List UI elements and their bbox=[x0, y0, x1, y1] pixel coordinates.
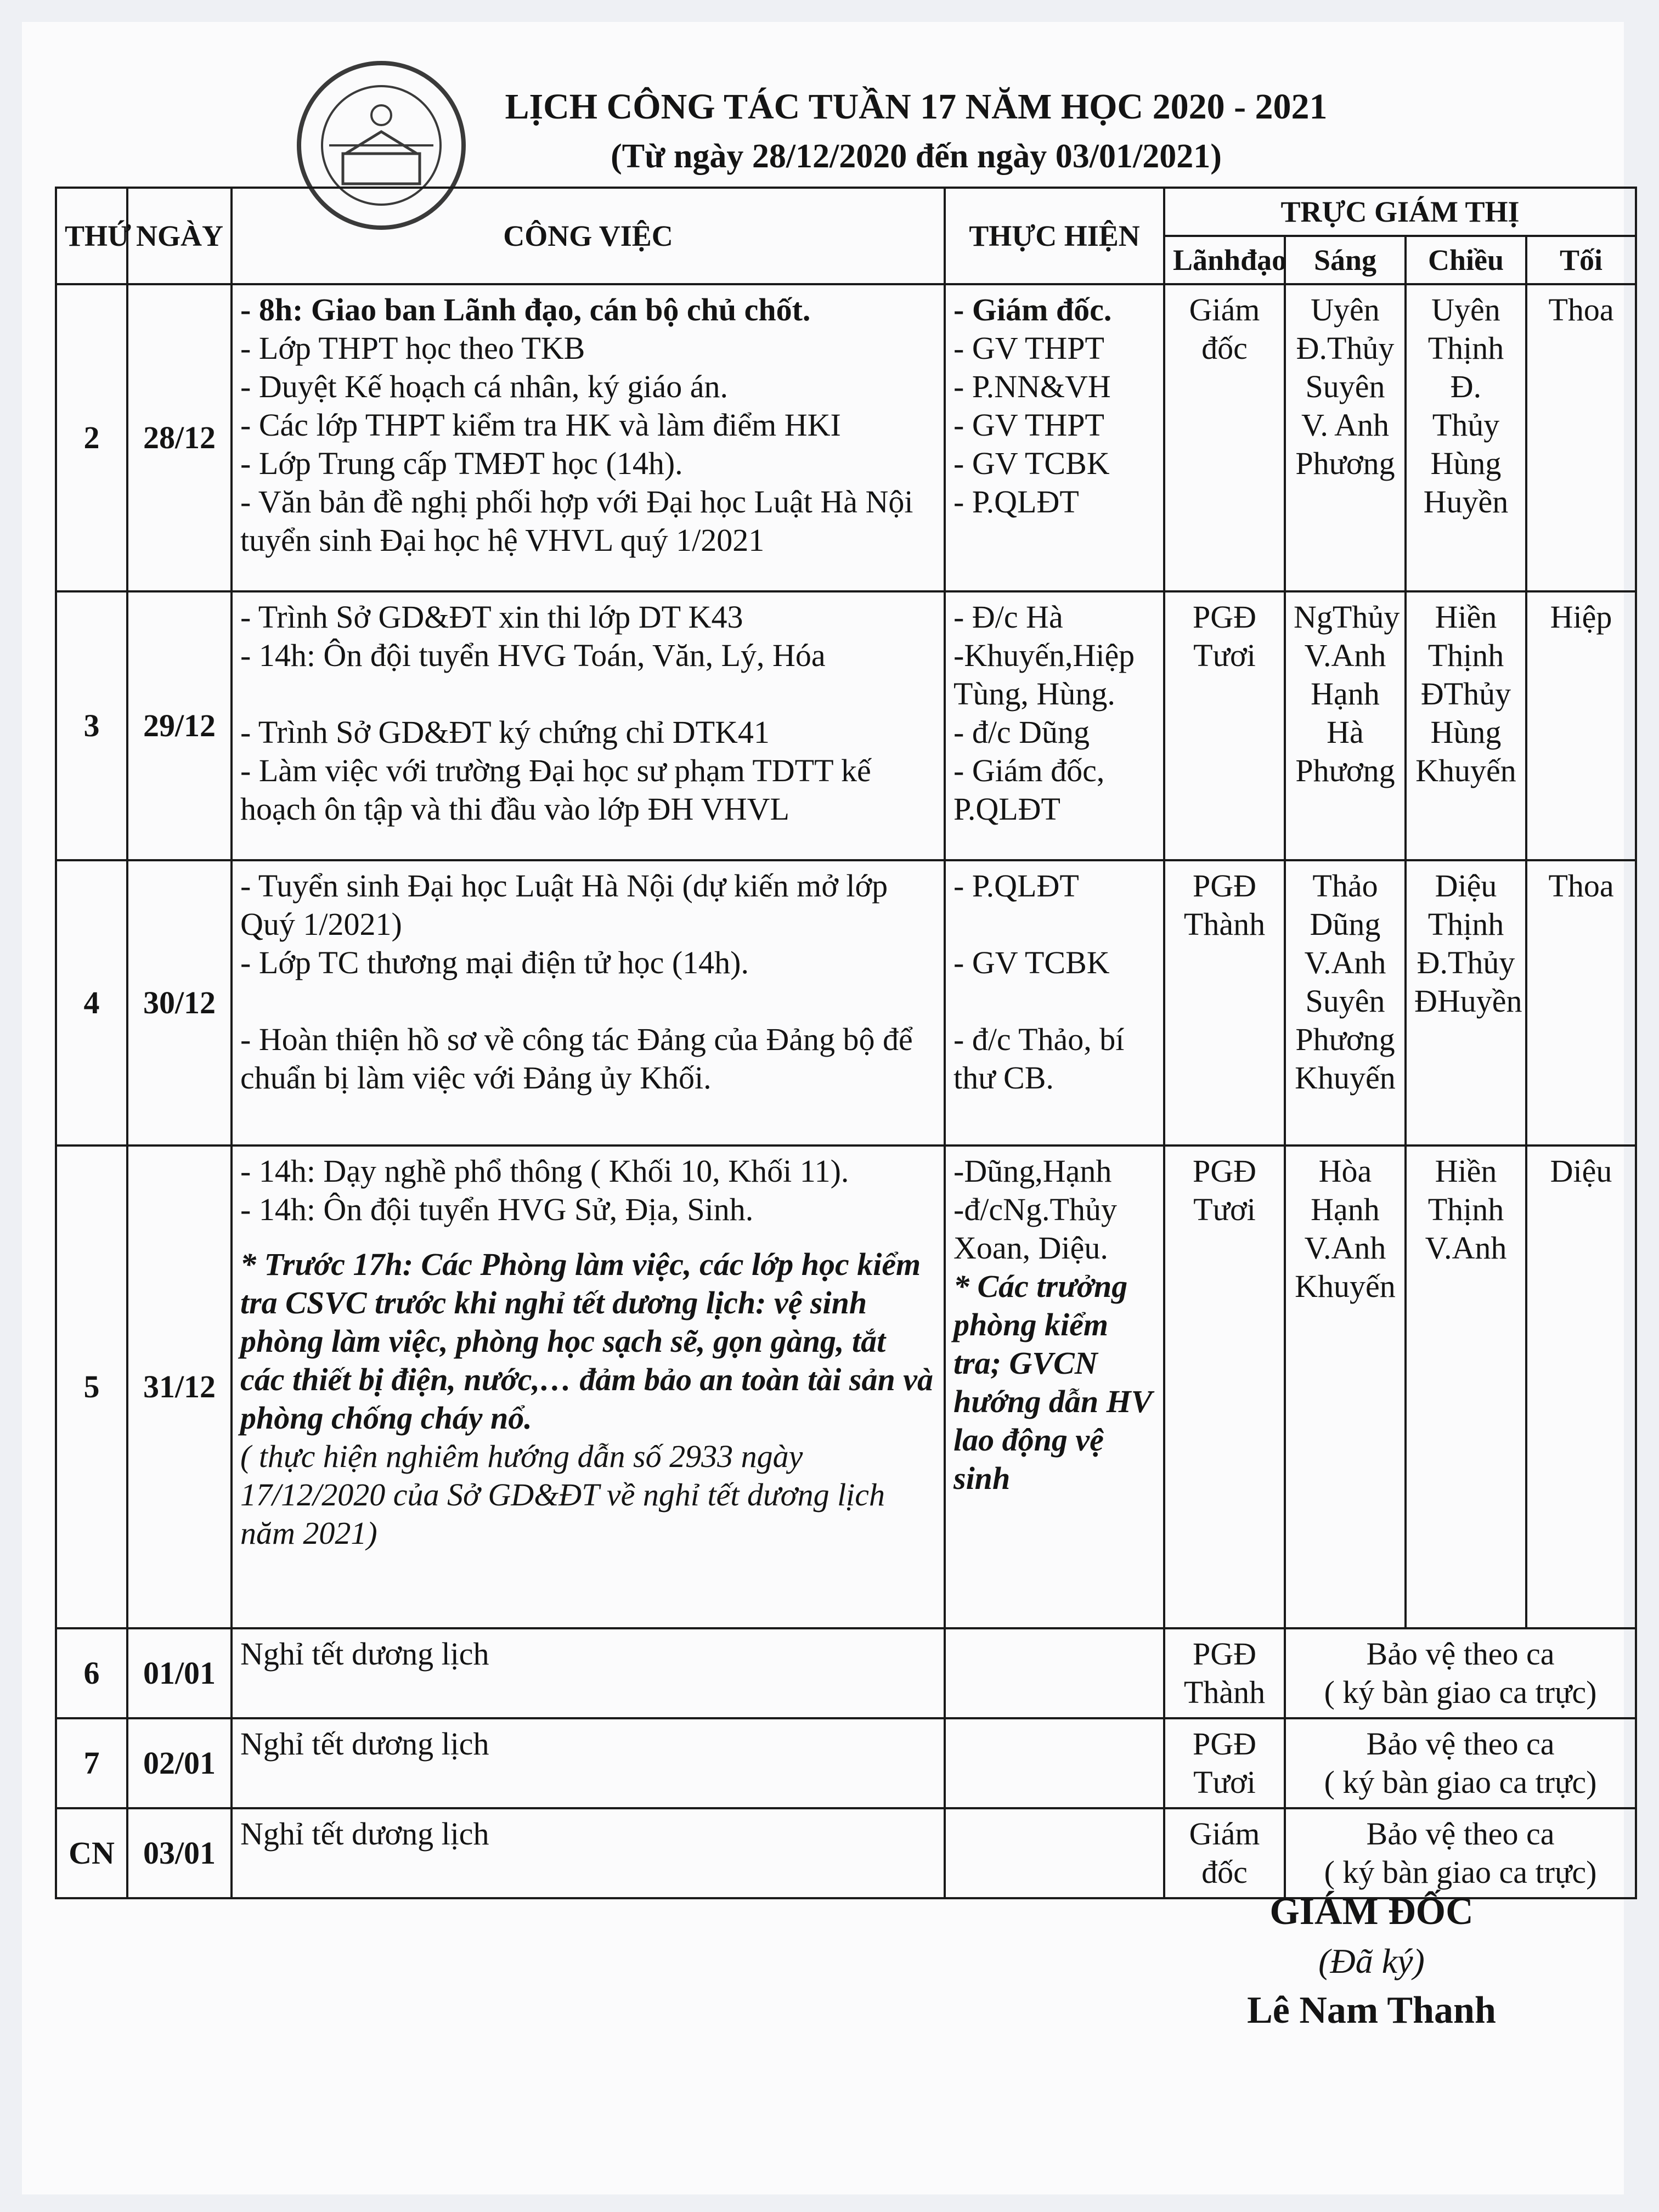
name: Hà bbox=[1327, 714, 1364, 750]
name: PGĐ bbox=[1192, 599, 1257, 635]
afternoon-cell bbox=[1406, 860, 1526, 1146]
name: Tươi bbox=[1193, 1192, 1256, 1227]
name: ĐHuyền bbox=[1414, 983, 1522, 1019]
performers-cell bbox=[945, 860, 1164, 1146]
afternoon-cell bbox=[1406, 591, 1526, 860]
name: Phương bbox=[1295, 753, 1395, 788]
table-row bbox=[56, 1808, 1636, 1898]
performer-item: -Khuyến,Hiệp Tùng, Hùng. bbox=[953, 637, 1135, 712]
task-item: - Hoàn thiện hồ sơ về công tác Đảng của Đảng bộ để chuẩn bị làm việc với Đảng ủy Khối. bbox=[240, 1022, 913, 1096]
evening-cell bbox=[1526, 860, 1636, 1146]
task-item: - Các lớp THPT kiểm tra HK và làm điểm HKI bbox=[240, 407, 841, 443]
name: Huyền bbox=[1423, 484, 1509, 520]
signature-name: Lê Nam Thanh bbox=[1247, 1989, 1496, 2032]
task-item: - Lớp Trung cấp TMĐT học (14h). bbox=[240, 445, 683, 481]
performer-item: - Giám đốc. bbox=[953, 292, 1112, 328]
performers-cell bbox=[945, 1146, 1164, 1628]
name: Khuyến bbox=[1415, 753, 1516, 788]
name: Uyên bbox=[1311, 292, 1380, 328]
guard-note-cell bbox=[1285, 1808, 1636, 1898]
task-item: - Duyệt Kế hoạch cá nhân, ký giáo án. bbox=[240, 369, 729, 404]
performer-spacer bbox=[953, 905, 1155, 944]
name: Hạnh bbox=[1311, 676, 1380, 712]
col-cong-viec: CÔNG VIỆC bbox=[232, 188, 945, 284]
performer-spacer bbox=[953, 982, 1155, 1020]
tasks-cell bbox=[232, 591, 945, 860]
day-cell: 3 bbox=[56, 591, 127, 860]
name: Giám bbox=[1189, 1816, 1260, 1852]
table-row bbox=[56, 1628, 1636, 1718]
date-cell: 28/12 bbox=[127, 284, 232, 591]
performer-item: - P.NN&VH bbox=[953, 369, 1111, 404]
performer-item: - GV TCBK bbox=[953, 945, 1110, 980]
morning-cell bbox=[1285, 591, 1406, 860]
name: Diệu bbox=[1550, 1153, 1612, 1189]
morning-cell bbox=[1285, 860, 1406, 1146]
tasks-cell: Nghỉ tết dương lịch bbox=[232, 1718, 945, 1808]
table-row bbox=[56, 860, 1636, 1146]
leader-cell bbox=[1164, 860, 1285, 1146]
guard-note: ( ký bàn giao ca trực) bbox=[1324, 1764, 1597, 1800]
name: Thảo bbox=[1312, 868, 1378, 904]
task-spacer bbox=[240, 675, 936, 713]
day-cell: CN bbox=[56, 1808, 127, 1898]
performer-item: -Dũng,Hạnh bbox=[953, 1153, 1112, 1189]
name: Thịnh bbox=[1427, 1192, 1504, 1227]
day-cell: 7 bbox=[56, 1718, 127, 1808]
name: Hòa bbox=[1318, 1153, 1372, 1189]
name: Diệu bbox=[1435, 868, 1497, 904]
guard-note: Bảo vệ theo ca bbox=[1366, 1726, 1555, 1762]
guard-note: Bảo vệ theo ca bbox=[1366, 1816, 1555, 1852]
page-title: LỊCH CÔNG TÁC TUẦN 17 NĂM HỌC 2020 - 2021 bbox=[505, 87, 1328, 127]
table-row bbox=[56, 1146, 1636, 1628]
afternoon-cell bbox=[1406, 284, 1526, 591]
header-row bbox=[56, 188, 1636, 236]
performer-item: - Đ/c Hà bbox=[953, 599, 1063, 635]
name: Tươi bbox=[1193, 1764, 1256, 1800]
document-sheet bbox=[22, 22, 1624, 2194]
performer-item: - GV THPT bbox=[953, 330, 1104, 366]
guard-note: Bảo vệ theo ca bbox=[1366, 1636, 1555, 1672]
performer-item: - đ/c Dũng bbox=[953, 714, 1090, 750]
tasks-cell bbox=[232, 860, 945, 1146]
tasks-cell bbox=[232, 284, 945, 591]
name: Đ. Thủy bbox=[1432, 369, 1500, 443]
date-cell: 30/12 bbox=[127, 860, 232, 1146]
performers-cell bbox=[945, 284, 1164, 591]
name: Suyên bbox=[1305, 369, 1385, 404]
performer-item: - GV TCBK bbox=[953, 445, 1110, 481]
task-item: - Văn bản đề nghị phối hợp với Đại học Luật Hà Nội tuyển sinh Đại học hệ VHVL quý 1/2021 bbox=[240, 484, 913, 558]
col-lanh-dao: Lãnhđạo bbox=[1164, 236, 1285, 284]
date-cell: 31/12 bbox=[127, 1146, 232, 1628]
task-item: - Trình Sở GD&ĐT xin thi lớp DT K43 bbox=[240, 599, 743, 635]
name: PGĐ bbox=[1192, 1153, 1257, 1189]
name: Phương bbox=[1295, 445, 1395, 481]
date-cell: 01/01 bbox=[127, 1628, 232, 1718]
performers-cell bbox=[945, 1808, 1164, 1898]
name: Đ.Thủy bbox=[1296, 330, 1395, 366]
name: ĐThủy bbox=[1420, 676, 1511, 712]
guard-note-cell bbox=[1285, 1628, 1636, 1718]
name: Hùng bbox=[1430, 714, 1502, 750]
afternoon-cell bbox=[1406, 1146, 1526, 1628]
task-note: * Trước 17h: Các Phòng làm việc, các lớp học kiểm tra CSVC trước khi nghỉ tết dương lịch: vệ sinh phòng làm việc, phòng học sạch sẽ, gọn gàng, tắt các thiết bị điện, nước,… đảm bảo an toàn tài sản và phòng chống cháy nổ. bbox=[240, 1246, 933, 1436]
task-item: - 14h: Dạy nghề phổ thông ( Khối 10, Khối 11). bbox=[240, 1153, 849, 1189]
guard-note: ( ký bàn giao ca trực) bbox=[1324, 1854, 1597, 1890]
name: NgThủy bbox=[1294, 599, 1400, 635]
name: Hiền bbox=[1435, 599, 1497, 635]
task-item: - Lớp THPT học theo TKB bbox=[240, 330, 585, 366]
task-item: - 14h: Ôn đội tuyển HVG Toán, Văn, Lý, Hóa bbox=[240, 637, 826, 673]
name: Thịnh bbox=[1427, 330, 1504, 366]
performer-item: -đ/cNg.Thủy Xoan, Diệu. bbox=[953, 1192, 1117, 1266]
day-cell: 4 bbox=[56, 860, 127, 1146]
task-item: - Làm việc với trường Đại học sư phạm TDTT kế hoạch ôn tập và thi đầu vào lớp ĐH VHVL bbox=[240, 753, 871, 827]
day-cell: 2 bbox=[56, 284, 127, 591]
performers-cell bbox=[945, 591, 1164, 860]
schedule-table bbox=[55, 187, 1637, 1899]
performer-note: * Các trưởng phòng kiểm tra; GVCN hướng dẫn HV lao động vệ sinh bbox=[953, 1268, 1152, 1496]
task-item: - Lớp TC thương mại điện tử học (14h). bbox=[240, 945, 749, 980]
name: Suyên bbox=[1305, 983, 1385, 1019]
name: Uyên bbox=[1431, 292, 1500, 328]
name: V. Anh bbox=[1301, 407, 1390, 443]
task-spacer bbox=[240, 982, 936, 1020]
name: Hùng bbox=[1430, 445, 1502, 481]
day-cell: 5 bbox=[56, 1146, 127, 1628]
tasks-cell: Nghỉ tết dương lịch bbox=[232, 1628, 945, 1718]
name: PGĐ bbox=[1192, 868, 1257, 904]
name: Đ.Thủy bbox=[1417, 945, 1515, 980]
table-row bbox=[56, 591, 1636, 860]
name: Phương bbox=[1295, 1022, 1395, 1057]
leader-cell bbox=[1164, 591, 1285, 860]
leader-cell bbox=[1164, 1718, 1285, 1808]
evening-cell bbox=[1526, 1146, 1636, 1628]
signature-title: GIÁM ĐỐC bbox=[1269, 1891, 1474, 1933]
performer-item: - Giám đốc, P.QLĐT bbox=[953, 753, 1105, 827]
day-cell: 6 bbox=[56, 1628, 127, 1718]
leader-cell bbox=[1164, 1628, 1285, 1718]
col-thuc-hien: THỰC HIỆN bbox=[945, 188, 1164, 284]
name: Thịnh bbox=[1427, 906, 1504, 942]
leader-cell bbox=[1164, 1146, 1285, 1628]
performer-item: - đ/c Thảo, bí thư CB. bbox=[953, 1022, 1125, 1096]
name: PGĐ bbox=[1192, 1726, 1257, 1762]
name: Hạnh bbox=[1311, 1192, 1380, 1227]
name: V.Anh bbox=[1304, 637, 1386, 673]
name: Thịnh bbox=[1427, 637, 1504, 673]
leader-cell bbox=[1164, 1808, 1285, 1898]
name: Thoa bbox=[1548, 868, 1614, 904]
date-range: (Từ ngày 28/12/2020 đến ngày 03/01/2021) bbox=[611, 138, 1222, 175]
name: Giám bbox=[1189, 292, 1260, 328]
evening-cell bbox=[1526, 591, 1636, 860]
name: Hiền bbox=[1435, 1153, 1497, 1189]
name: Thoa bbox=[1548, 292, 1614, 328]
performers-cell bbox=[945, 1628, 1164, 1718]
task-item: - Trình Sở GD&ĐT ký chứng chỉ DTK41 bbox=[240, 714, 770, 750]
date-cell: 03/01 bbox=[127, 1808, 232, 1898]
evening-cell bbox=[1526, 284, 1636, 591]
col-chieu: Chiều bbox=[1406, 236, 1526, 284]
col-truc-giam-thi: TRỰC GIÁM THỊ bbox=[1164, 188, 1636, 236]
name: Khuyến bbox=[1295, 1060, 1396, 1096]
date-cell: 29/12 bbox=[127, 591, 232, 860]
name: Tươi bbox=[1193, 637, 1256, 673]
col-thu: THỨ bbox=[56, 188, 127, 284]
task-spacer bbox=[240, 1229, 936, 1245]
signature-status: (Đã ký) bbox=[1318, 1942, 1425, 1980]
performer-item: - GV THPT bbox=[953, 407, 1104, 443]
performers-cell bbox=[945, 1718, 1164, 1808]
name: đốc bbox=[1201, 330, 1248, 366]
morning-cell bbox=[1285, 284, 1406, 591]
table-row bbox=[56, 284, 1636, 591]
name: V.Anh bbox=[1304, 1230, 1386, 1266]
name: V.Anh bbox=[1304, 945, 1386, 980]
performer-item: - P.QLĐT bbox=[953, 868, 1079, 904]
tasks-cell: Nghỉ tết dương lịch bbox=[232, 1808, 945, 1898]
task-item: - Tuyển sinh Đại học Luật Hà Nội (dự kiến mở lớp Quý 1/2021) bbox=[240, 868, 888, 942]
morning-cell bbox=[1285, 1146, 1406, 1628]
task-note: ( thực hiện nghiêm hướng dẫn số 2933 ngày 17/12/2020 của Sở GD&ĐT về nghỉ tết dương lịch năm 2021) bbox=[240, 1438, 885, 1551]
name: Dũng bbox=[1310, 906, 1381, 942]
task-item: - 14h: Ôn đội tuyển HVG Sử, Địa, Sinh. bbox=[240, 1192, 754, 1227]
signature-block bbox=[1152, 1887, 1591, 2035]
name: V.Anh bbox=[1425, 1230, 1507, 1266]
name: PGĐ bbox=[1192, 1636, 1257, 1672]
col-toi: Tối bbox=[1526, 236, 1636, 284]
name: Thành bbox=[1183, 906, 1266, 942]
name: đốc bbox=[1201, 1854, 1248, 1890]
date-cell: 02/01 bbox=[127, 1718, 232, 1808]
task-item: - 8h: Giao ban Lãnh đạo, cán bộ chủ chốt. bbox=[240, 292, 811, 328]
tasks-cell bbox=[232, 1146, 945, 1628]
table-row bbox=[56, 1718, 1636, 1808]
leader-cell bbox=[1164, 284, 1285, 591]
name: Thành bbox=[1183, 1674, 1266, 1710]
name: Hiệp bbox=[1550, 599, 1612, 635]
col-ngay: NGÀY bbox=[127, 188, 232, 284]
col-sang: Sáng bbox=[1285, 236, 1406, 284]
guard-note-cell bbox=[1285, 1718, 1636, 1808]
performer-item: - P.QLĐT bbox=[953, 484, 1079, 520]
name: Khuyến bbox=[1295, 1268, 1396, 1304]
guard-note: ( ký bàn giao ca trực) bbox=[1324, 1674, 1597, 1710]
